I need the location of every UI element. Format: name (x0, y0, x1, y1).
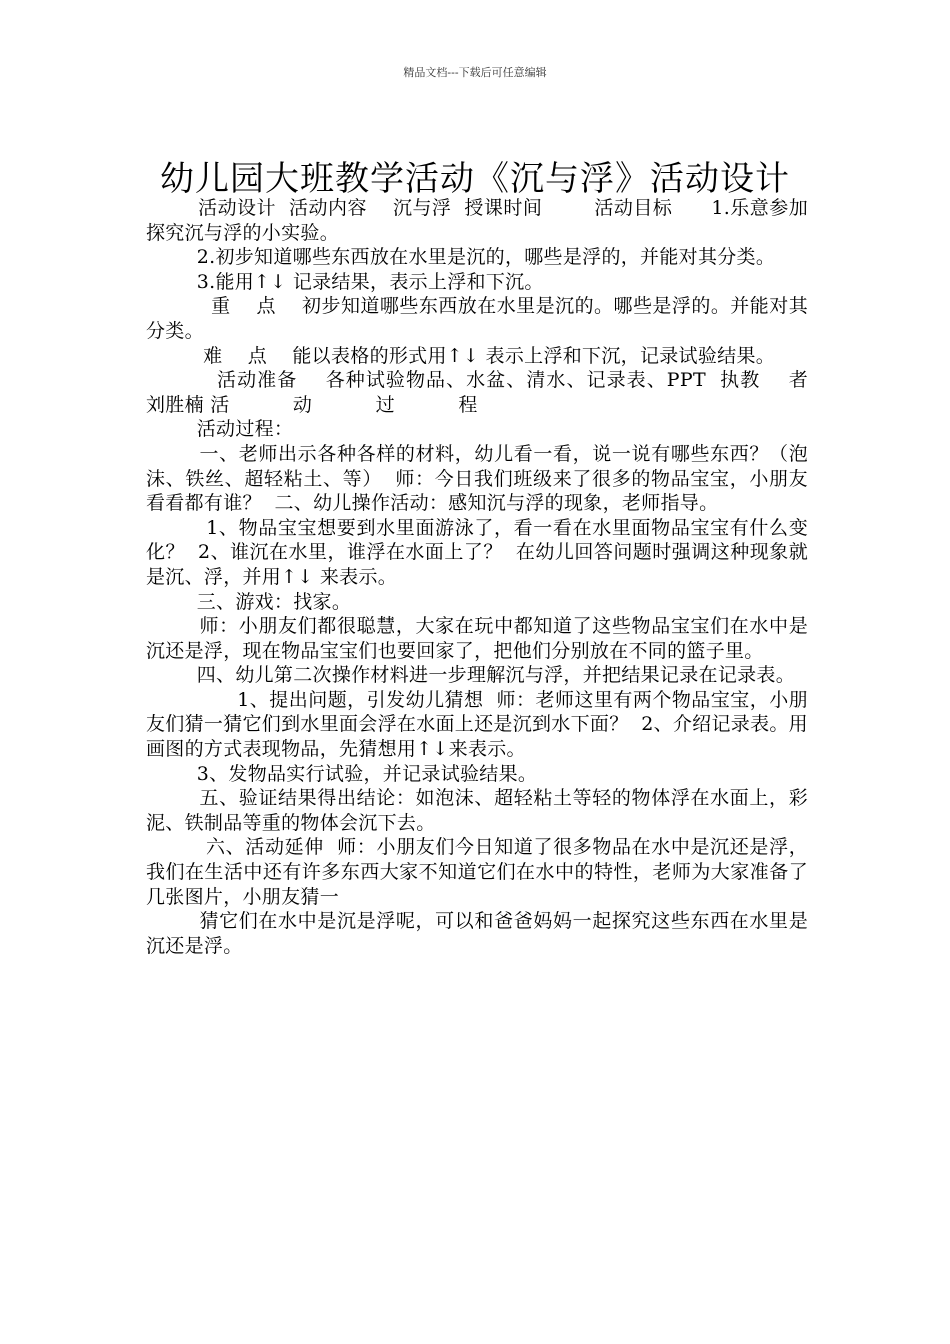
document-body (146, 196, 828, 958)
paragraph: 师：小朋友们都很聪慧，大家在玩中都知道了这些物品宝宝们在水中是沉还是浮，现在物品宝宝们也要回家了，把他们分别放在不同的篮子里。 (146, 615, 808, 662)
paragraph: 3、发物品实行试验，并记录试验结果。 (146, 762, 538, 785)
paragraph: 一、老师出示各种各样的材料，幼儿看一看，说一说有哪些东西？（泡沫、铁丝、超轻粘土、等） 师：今日我们班级来了很多的物品宝宝，小朋友看看都有谁？ 二、幼儿操作活动：感知沉与浮的现象，老师指导。 (146, 442, 808, 515)
paragraph: 难 点 能以表格的形式用↑↓ 表示上浮和下沉，记录试验结果。 (146, 344, 776, 367)
paragraph: 三、游戏：找家。 (146, 590, 352, 613)
paragraph: 1、物品宝宝想要到水里面游泳了，看一看在水里面物品宝宝有什么变化？ 2、谁沉在水里，谁浮在水面上了？ 在幼儿回答问题时强调这种现象就是沉、浮，并用↑↓ 来表示。 (146, 516, 808, 588)
paragraph: 2.初步知道哪些东西放在水里是沉的，哪些是浮的，并能对其分类。 (146, 246, 776, 269)
paragraph: 活动过程： (146, 418, 294, 441)
paragraph: 活动准备 各种试验物品、水盆、清水、记录表、PPT 执教 者 刘胜楠 活 动 过 程 (146, 369, 828, 416)
page-title: 幼儿园大班教学活动《沉与浮》活动设计 (160, 158, 790, 199)
header-note: 精品文档---下载后可任意编辑 (403, 66, 547, 79)
paragraph: 活动设计 活动内容 沉与浮 授课时间 活动目标 1.乐意参加探究沉与浮的小实验。 (146, 197, 808, 244)
paragraph: 四、幼儿第二次操作材料进一步理解沉与浮，并把结果记录在记录表。 (146, 664, 796, 687)
paragraph: 五、验证结果得出结论：如泡沫、超轻粘土等轻的物体浮在水面上，彩泥、铁制品等重的物体会沉下去。 (146, 787, 808, 834)
paragraph: 3.能用↑↓ 记录结果，表示上浮和下沉。 (146, 270, 544, 293)
paragraph: 1、提出问题，引发幼儿猜想 师：老师这里有两个物品宝宝，小朋友们猜一猜它们到水里面会浮在水面上还是沉到水下面？ 2、介绍记录表。用画图的方式表现物品，先猜想用↑↓来表示。 (146, 688, 808, 761)
paragraph: 重 点 初步知道哪些东西放在水里是沉的。哪些是浮的。并能对其分类。 (146, 295, 808, 342)
paragraph: 六、活动延伸 师：小朋友们今日知道了很多物品在水中是沉还是浮，我们在生活中还有许多东西大家不知道它们在水中的特性，老师为大家准备了几张图片，小朋友猜一 (146, 836, 808, 908)
paragraph: 猜它们在水中是沉是浮呢，可以和爸爸妈妈一起探究这些东西在水里是沉还是浮。 (146, 910, 808, 957)
